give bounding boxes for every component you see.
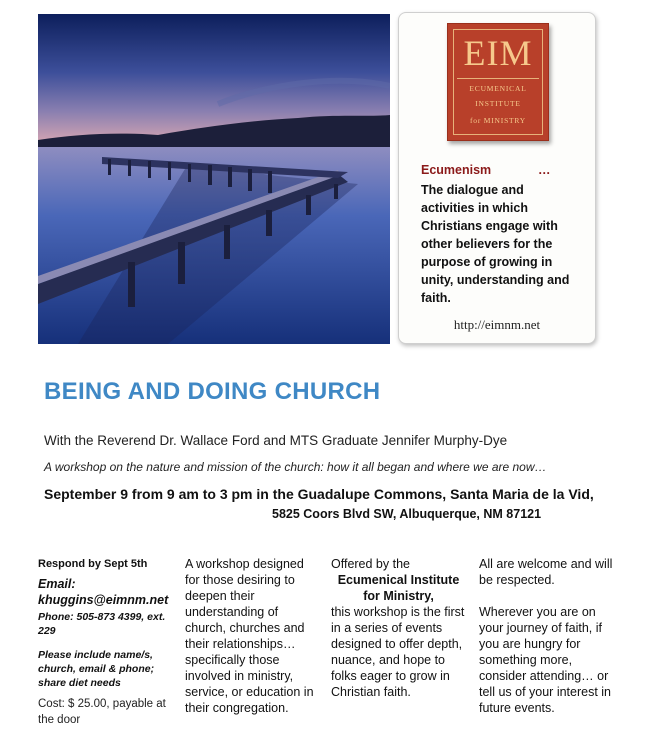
card-definition: The dialogue and activities in which Christians engage with other believers for the purpose of growing in unity, understanding and faith. [421,183,570,305]
subtitle: With the Reverend Dr. Wallace Ford and MTS Graduate Jennifer Murphy-Dye [44,433,508,448]
respond-heading: Respond by Sept 5th [38,558,148,570]
card-url[interactable]: http://eimnm.net [453,317,541,332]
welcome-column [479,556,614,716]
ecumenism-card [398,12,596,344]
workshop-description: A workshop designed for those desiring to deepen their understanding of church, churches and their relationships… specifically those involved in ministry, service, or education in their congregation. [185,557,314,715]
invitation-text: Wherever you are on your journey of faith, if you are hungry for something more, consider attending… or tell us of your interest in future events. [479,605,612,715]
organization-name: Ecumenical Institute for Ministry [337,573,460,603]
email-label: Email: [38,577,76,591]
org-comma: , [430,589,434,603]
include-note: Please include name/s, church, email & phone; share diet needs [38,649,155,689]
offered-by-body: this workshop is the first in a series of events designed to offer depth, nuance, and hope to folks eager to grow in Christian faith. [331,605,465,699]
event-address: 5825 Coors Blvd SW, Albuquerque, NM 87121 [272,507,542,521]
card-term: Ecumenism [421,163,492,177]
cost: Cost: $ 25.00, payable at the door [38,698,166,726]
eim-logo [447,23,549,141]
lake-pier-photo [38,14,390,344]
tagline: A workshop on the nature and mission of the church: how it all began and where we are now… [44,460,547,474]
offered-by-column [331,556,466,700]
logo-line-1: ECUMENICAL [469,84,527,93]
logo-line-3: for MINISTRY [469,116,527,125]
card-ellipsis: … [538,163,551,177]
respond-column [38,556,178,728]
event-dateline: September 9 from 9 am to 3 pm in the Guadalupe Commons, Santa Maria de la Vid, [44,486,594,502]
page-title: BEING AND DOING CHURCH [44,378,381,405]
logo-line-2: INSTITUTE [475,99,521,108]
phone-number: Phone: 505-873 4399, ext. 229 [38,611,166,637]
welcome-text: All are welcome and will be respected. [479,557,613,587]
logo-initials: EIM [463,33,533,73]
offered-by-intro: Offered by the [331,557,410,571]
email-address[interactable]: khuggins@eimnm.net [38,593,169,607]
